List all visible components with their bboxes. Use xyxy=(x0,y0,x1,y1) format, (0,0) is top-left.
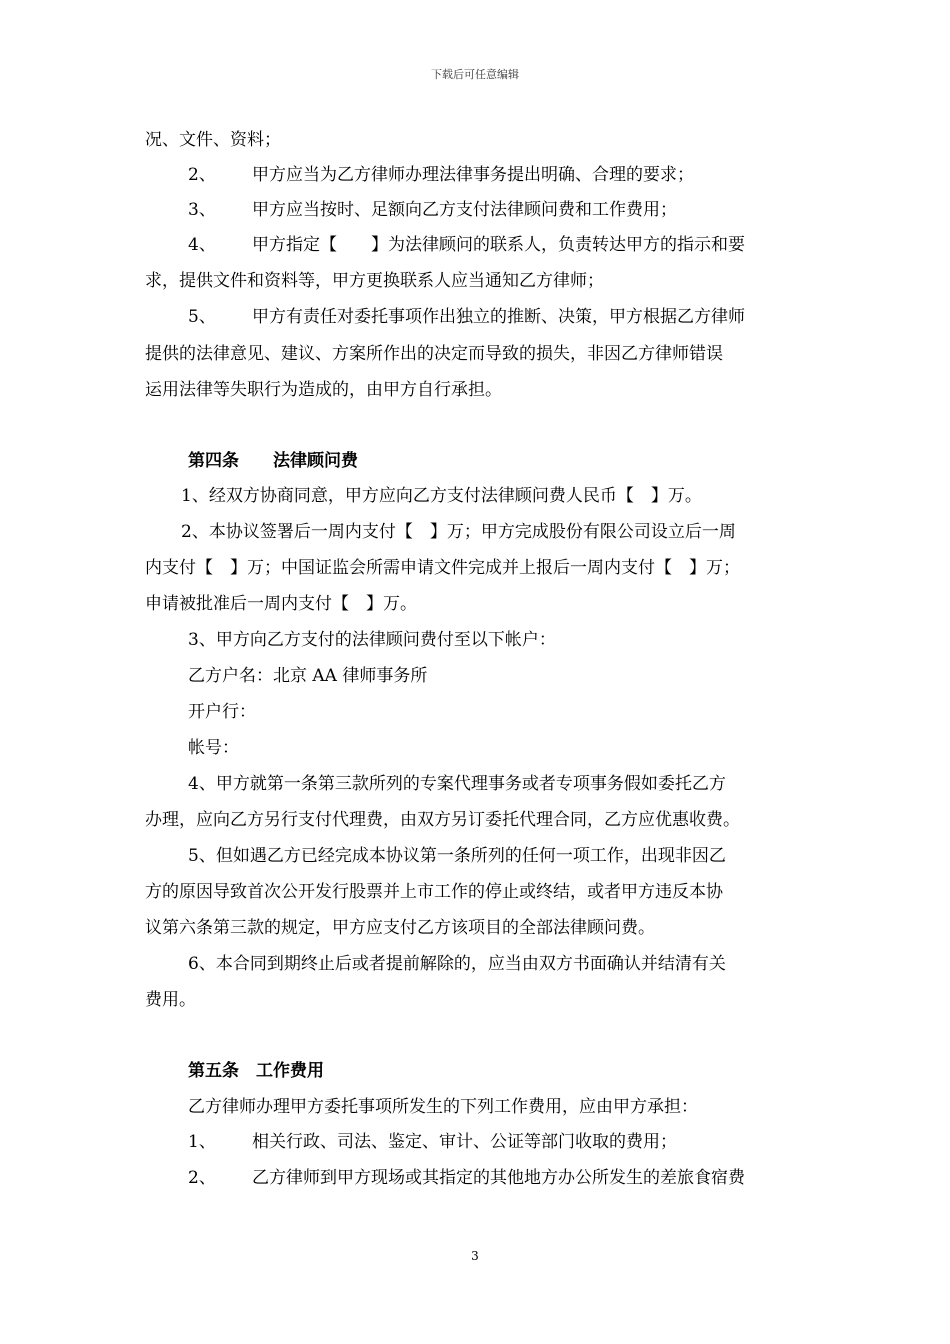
list-item xyxy=(188,1166,745,1190)
paragraph-line: 2、本协议签署后一周内支付【 】万；甲方完成股份有限公司设立后一周 xyxy=(181,522,736,542)
list-item xyxy=(188,305,745,329)
list-item xyxy=(188,1130,677,1154)
list-text: 乙方律师到甲方现场或其指定的其他地方办公所发生的差旅食宿费 xyxy=(252,1168,745,1188)
list-number: 2、 xyxy=(188,1168,216,1188)
list-text: 甲方有责任对委托事项作出独立的推断、决策，甲方根据乙方律师 xyxy=(252,307,745,327)
paragraph-line: 费用。 xyxy=(145,990,196,1010)
paragraph-line: 运用法律等失职行为造成的，由甲方自行承担。 xyxy=(145,380,502,400)
list-text: 相关行政、司法、鉴定、审计、公证等部门收取的费用； xyxy=(252,1132,677,1152)
section-heading-4 xyxy=(188,449,358,473)
paragraph-line: 1、经双方协商同意，甲方应向乙方支付法律顾问费人民币【 】万。 xyxy=(181,486,702,506)
list-text: 甲方应当按时、足额向乙方支付法律顾问费和工作费用； xyxy=(252,200,677,220)
section-number: 第四条 xyxy=(188,451,239,471)
section-title: 法律顾问费 xyxy=(273,451,358,471)
account-number-line: 帐号： xyxy=(188,738,239,758)
account-name: 乙方户名：北京 AA 律师事务所 xyxy=(188,666,428,686)
paragraph-line: 内支付【 】万；中国证监会所需申请文件完成并上报后一周内支付【 】万； xyxy=(145,558,740,578)
paragraph-line: 求，提供文件和资料等，甲方更换联系人应当通知乙方律师； xyxy=(145,271,604,291)
paragraph-line: 议第六条第三款的规定，甲方应支付乙方该项目的全部法律顾问费。 xyxy=(145,918,655,938)
section-heading-5 xyxy=(188,1059,324,1083)
paragraph-line: 4、甲方就第一条第三款所列的专案代理事务或者专项事务假如委托乙方 xyxy=(188,774,726,794)
paragraph-line: 6、本合同到期终止后或者提前解除的，应当由双方书面确认并结清有关 xyxy=(188,954,726,974)
paragraph-line: 申请被批准后一周内支付【 】万。 xyxy=(145,594,417,614)
list-number: 4、 xyxy=(188,235,216,255)
page-header: 下载后可任意编辑 xyxy=(431,68,519,81)
paragraph-line: 况、文件、资料； xyxy=(145,130,281,150)
paragraph-line: 3、甲方向乙方支付的法律顾问费付至以下帐户： xyxy=(188,630,556,650)
list-text: 甲方指定【 】为法律顾问的联系人，负责转达甲方的指示和要 xyxy=(252,235,745,255)
list-text: 甲方应当为乙方律师办理法律事务提出明确、合理的要求； xyxy=(252,165,694,185)
list-item xyxy=(188,233,745,257)
section-title: 工作费用 xyxy=(256,1061,324,1081)
section-number: 第五条 xyxy=(188,1061,239,1081)
paragraph-line: 5、但如遇乙方已经完成本协议第一条所列的任何一项工作，出现非因乙 xyxy=(188,846,726,866)
list-number: 1、 xyxy=(188,1132,216,1152)
list-number: 2、 xyxy=(188,165,216,185)
paragraph-line: 办理，应向乙方另行支付代理费，由双方另订委托代理合同，乙方应优惠收费。 xyxy=(145,810,740,830)
paragraph-line: 方的原因导致首次公开发行股票并上市工作的停止或终结，或者甲方违反本协 xyxy=(145,882,723,902)
bank-line: 开户行： xyxy=(188,702,256,722)
page-number: 3 xyxy=(471,1249,479,1263)
list-item xyxy=(188,198,677,222)
list-item xyxy=(188,163,694,187)
paragraph-line: 提供的法律意见、建议、方案所作出的决定而导致的损失，非因乙方律师错误 xyxy=(145,344,723,364)
list-number: 5、 xyxy=(188,307,216,327)
paragraph-line: 乙方律师办理甲方委托事项所发生的下列工作费用，应由甲方承担： xyxy=(188,1097,698,1117)
list-number: 3、 xyxy=(188,200,216,220)
